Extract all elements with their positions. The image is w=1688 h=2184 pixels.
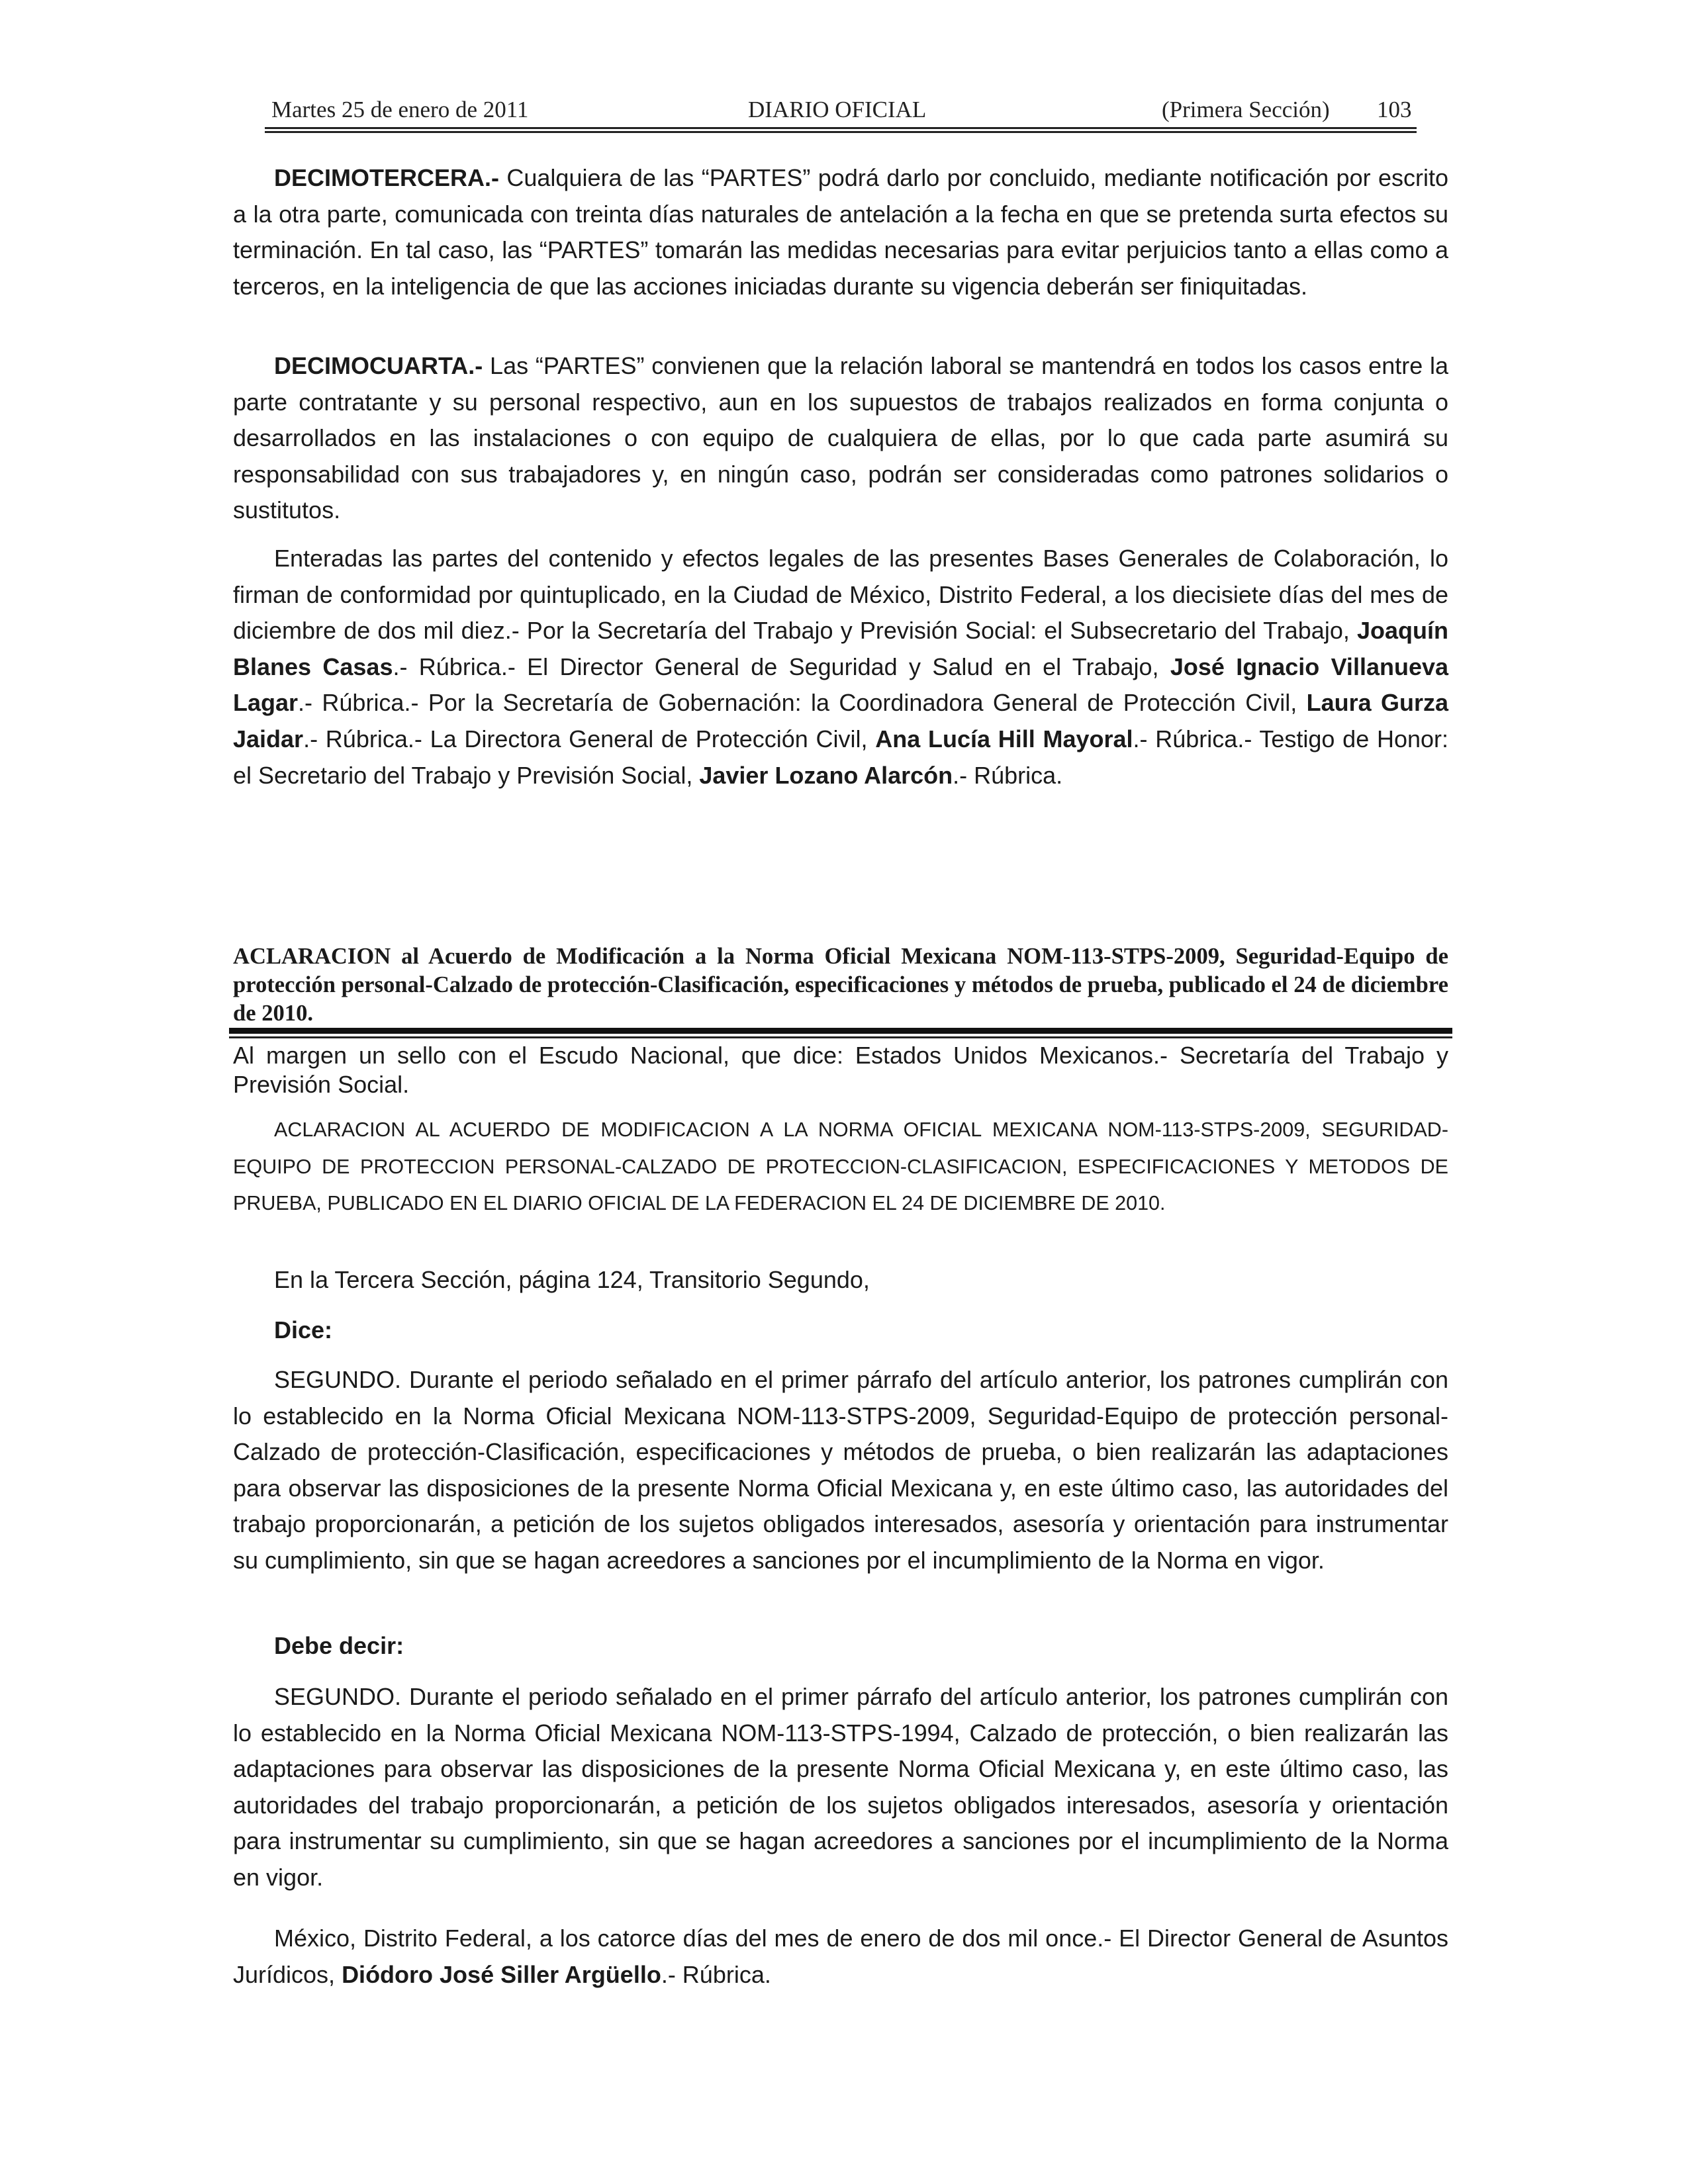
running-header	[265, 97, 1417, 126]
clause-text: Las “PARTES” convienen que la relación laboral se mantendrá en todos los casos entre la parte contratante y su personal respectivo, aun en los supuestos de trabajos realizados en forma conjunta o desarrollados en las instalaciones o con equipo de cualquiera de ellas, por lo que cada parte asumirá su responsabilidad con sus trabajadores y, en ningún caso, podrán ser consideradas como patrones solidarios o sustitutos.	[233, 352, 1448, 524]
signatory-name: Ana Lucía Hill Mayoral	[875, 725, 1133, 752]
clause-decimotercera	[233, 160, 1448, 304]
header-page-number: 103	[1377, 97, 1412, 122]
title-rule-thick	[229, 1028, 1452, 1034]
dice-paragraph	[233, 1362, 1448, 1579]
signing-text: .- Rúbrica.- La Directora General de Protección Civil,	[303, 725, 876, 752]
seal-note: Al margen un sello con el Escudo Nacional, que dice: Estados Unidos Mexicanos.- Secretaría del Trabajo y Previsión Social.	[233, 1042, 1448, 1098]
signatory-name: Diódoro José Siller Argüello	[342, 1960, 661, 1988]
signatory-name: Javier Lozano Alarcón	[699, 761, 953, 789]
dice-label-text: Dice:	[274, 1316, 333, 1343]
closing-paragraph	[233, 1921, 1448, 1993]
signatory-name: Joaquín Blanes Casas	[233, 617, 1448, 680]
clause-text: Cualquiera de las “PARTES” podrá darlo por concluido, mediante notificación por escrito a la otra parte, comunicada con treinta días naturales de antelación a la fecha en que se pretenda surta efectos su terminación. En tal caso, las “PARTES” tomarán las medidas necesarias para evitar perjuicios tanto a ellas como a terceros, en la inteligencia de que las acciones iniciadas durante su vigencia deberán ser finiquitadas.	[233, 164, 1448, 300]
header-section: (Primera Sección)	[1162, 97, 1330, 122]
signatory-name: José Ignacio Villanueva Lagar	[233, 653, 1449, 717]
dice-text: SEGUNDO. Durante el periodo señalado en el primer párrafo del artículo anterior, los patrones cumplirán con lo establecido en la Norma Oficial Mexicana NOM-113-STPS-2009, Seguridad-Equipo de protección personal-Calzado de protección-Clasificación, especificaciones y métodos de prueba, o bien realizarán las adaptaciones para observar las disposiciones de la presente Norma Oficial Mexicana y, en este último caso, las autoridades del trabajo proporcionarán, a petición de los sujetos obligados interesados, asesoría y orientación para instrumentar su cumplimiento, sin que se hagan acreedores a sanciones por el incumplimiento de la Norma en vigor.	[233, 1366, 1448, 1574]
header-date: Martes 25 de enero de 2011	[271, 97, 529, 122]
signing-text: .- Rúbrica.- El Director General de Seguridad y Salud en el Trabajo,	[393, 653, 1170, 680]
debe-decir-paragraph	[233, 1679, 1448, 1896]
signatory-name: Laura Gurza Jaidar	[233, 689, 1449, 752]
header-rule-bottom	[265, 131, 1417, 133]
signing-text: Enteradas las partes del contenido y efectos legales de las presentes Bases Generales de Colaboración, lo firman de conformidad por quintuplicado, en la Ciudad de México, Distrito Federal, a los diecisiete días del mes de diciembre de dos mil diez.- Por la Secretaría del Trabajo y Previsión Social: el Subsecretario del Trabajo,	[233, 545, 1448, 645]
debe-decir-label	[274, 1631, 404, 1661]
decree-title: ACLARACION al Acuerdo de Modificación a la Norma Oficial Mexicana NOM-113-STPS-2009, Seguridad-Equipo de protección personal-Calzado de protección-Clasificación, especificaciones y métodos de prueba, publicado el 24 de diciembre de 2010.	[233, 944, 1448, 1026]
debe-decir-text: SEGUNDO. Durante el periodo señalado en el primer párrafo del artículo anterior, los patrones cumplirán con lo establecido en la Norma Oficial Mexicana NOM-113-STPS-1994, Calzado de protección, o bien realizarán las adaptaciones para observar las disposiciones de la presente Norma Oficial Mexicana y, en este último caso, las autoridades del trabajo proporcionarán, a petición de los sujetos obligados interesados, asesoría y orientación para instrumentar su cumplimiento, sin que se hagan acreedores a sanciones por el incumplimiento de la Norma en vigor.	[233, 1683, 1448, 1891]
header-rule-top	[265, 127, 1417, 129]
clause-label: DECIMOCUARTA.-	[274, 352, 483, 379]
closing-suffix: .- Rúbrica.	[661, 1960, 771, 1988]
debe-decir-label-text: Debe decir:	[274, 1632, 404, 1659]
clause-label: DECIMOTERCERA.-	[274, 164, 499, 191]
signing-text: .- Rúbrica.- Por la Secretaría de Gobernación: la Coordinadora General de Protección Civil,	[298, 689, 1307, 717]
header-publication: DIARIO OFICIAL	[748, 97, 927, 122]
dice-label	[274, 1316, 332, 1345]
caps-title: ACLARACION AL ACUERDO DE MODIFICACION A LA NORMA OFICIAL MEXICANA NOM-113-STPS-2009, SEGURIDAD-EQUIPO DE PROTECCION PERSONAL-CALZADO DE PROTECCION-CLASIFICACION, ESPECIFICACIONES Y METODOS DE PRUEBA, PUBLICADO EN EL DIARIO OFICIAL DE LA FEDERACION EL 24 DE DICIEMBRE DE 2010.	[233, 1118, 1448, 1214]
signing-text: .- Rúbrica.	[953, 761, 1063, 789]
signing-paragraph	[233, 541, 1448, 794]
closing-text: México, Distrito Federal, a los catorce días del mes de enero de dos mil once.- El Director General de Asuntos Jurídicos,	[233, 1925, 1448, 1988]
signing-text: .- Rúbrica.- Testigo de Honor: el Secretario del Trabajo y Previsión Social,	[233, 725, 1449, 789]
title-rule-thin	[229, 1036, 1452, 1038]
location-reference: En la Tercera Sección, página 124, Transitorio Segundo,	[274, 1266, 870, 1293]
clause-decimocuarta	[233, 348, 1448, 529]
